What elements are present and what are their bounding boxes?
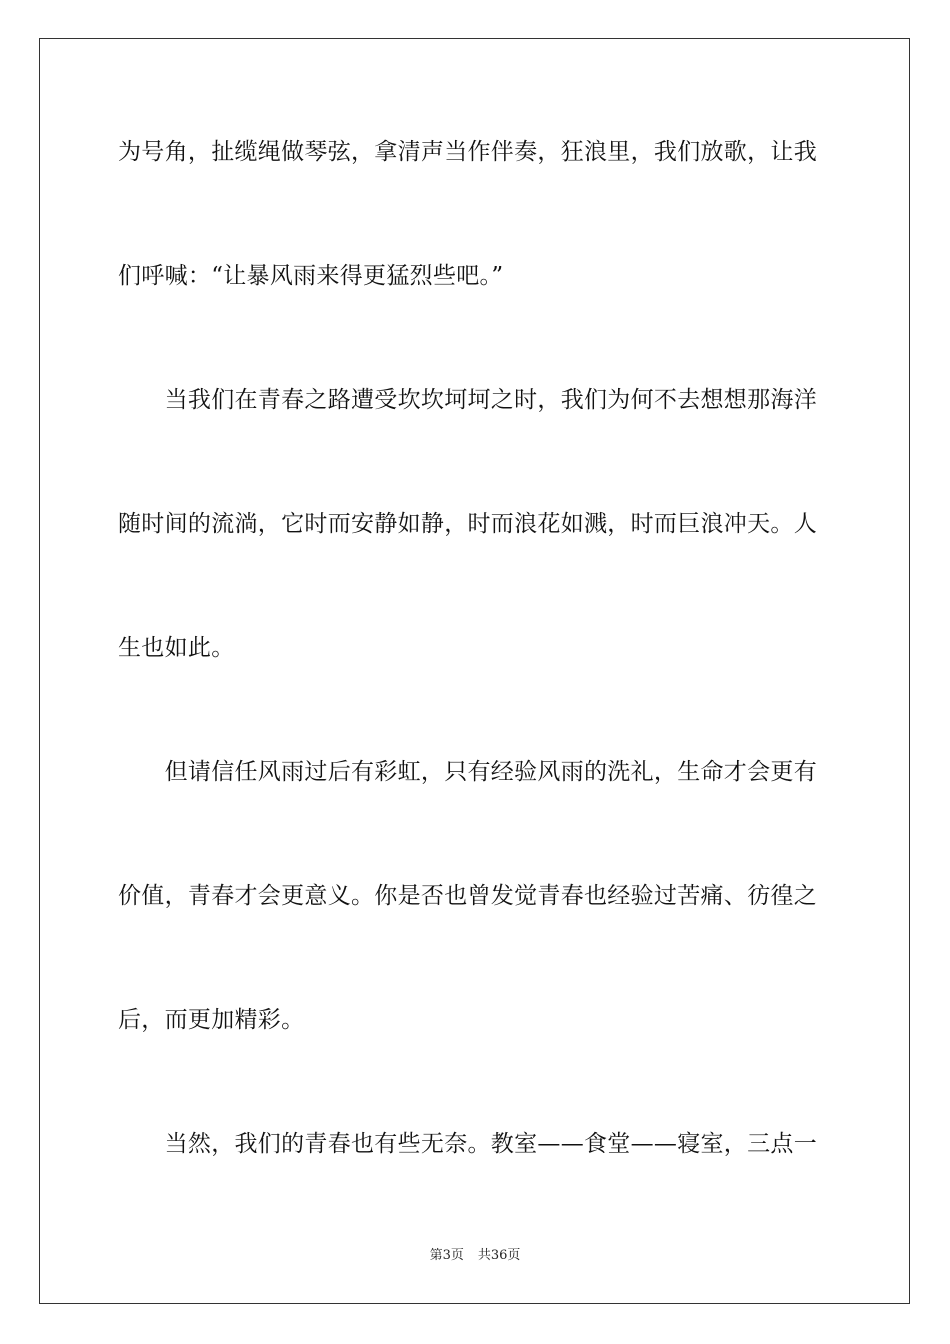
total-pages: 共36页 xyxy=(477,1248,521,1263)
text-line: 随时间的流淌，它时而安静如静，时而浪花如溅，时而巨浪冲天。人 xyxy=(118,511,817,537)
paragraph-start-line: 但请信任风雨过后有彩虹，只有经验风雨的洗礼，生命才会更有 xyxy=(118,759,817,785)
page-footer xyxy=(0,1247,950,1265)
text-line: 生也如此。 xyxy=(118,635,235,661)
text-line: 价值，青春才会更意义。你是否也曾发觉青春也经验过苦痛、彷徨之 xyxy=(118,883,817,909)
text-line: 们呼喊：“让暴风雨来得更猛烈些吧。” xyxy=(118,263,504,289)
text-line: 为号角，扯缆绳做琴弦，拿清声当作伴奏，狂浪里，我们放歌，让我 xyxy=(118,139,817,165)
paragraph-start-line: 当然，我们的青春也有些无奈。教室——食堂——寝室，三点一 xyxy=(118,1131,817,1157)
text-line: 后，而更加精彩。 xyxy=(118,1007,305,1033)
page-border xyxy=(39,38,910,1304)
paragraph-start-line: 当我们在青春之路遭受坎坎坷坷之时，我们为何不去想想那海洋 xyxy=(118,387,817,413)
page-number: 第3页 xyxy=(429,1248,464,1263)
